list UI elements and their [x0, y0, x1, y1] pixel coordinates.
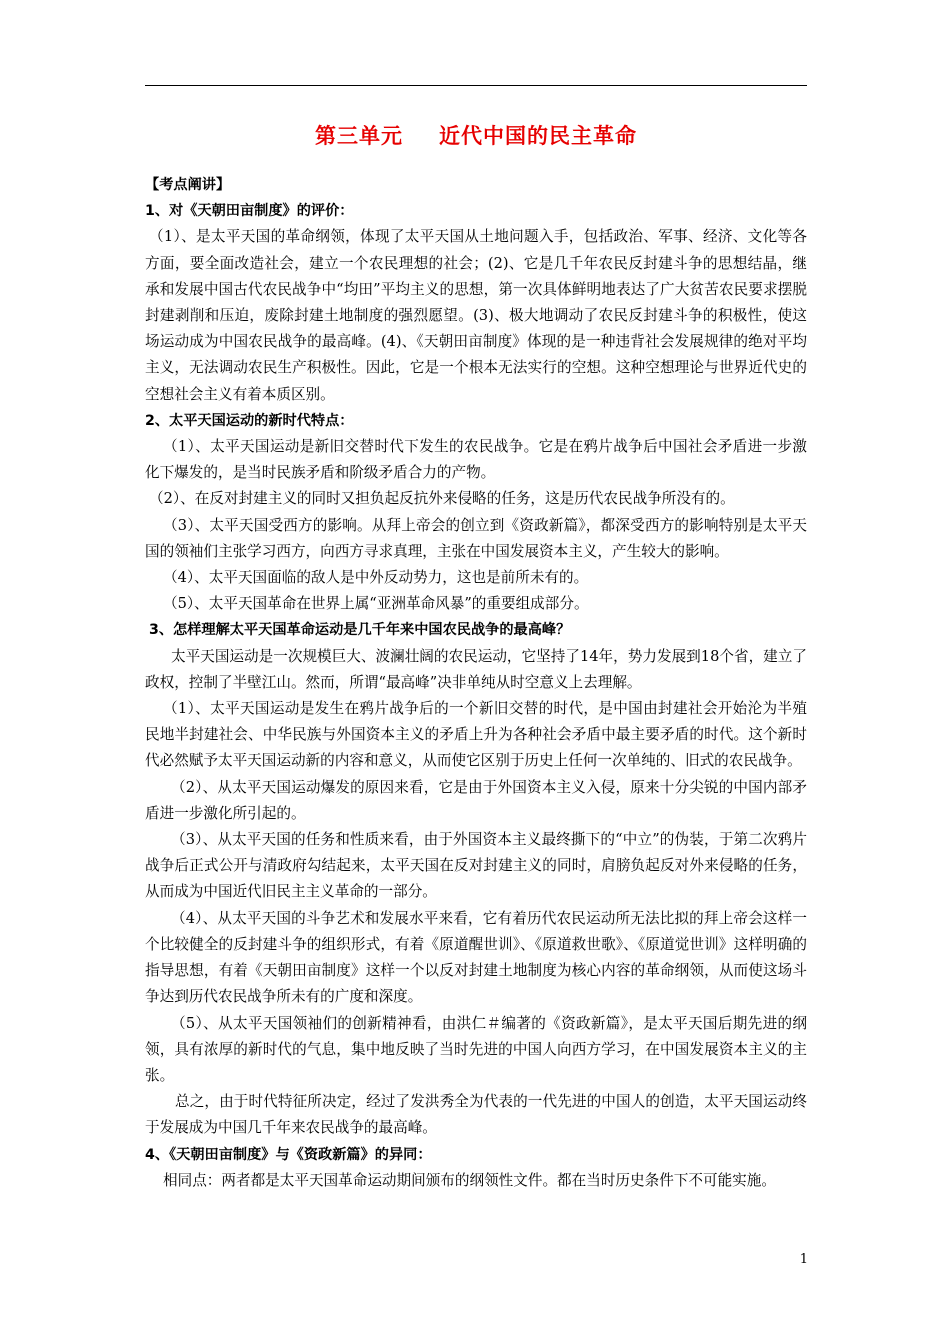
q2-point-1: （1）、太平天国运动是新旧交替时代下发生的农民战争。它是在鸦片战争后中国社会矛盾进一步激化下爆发的，是当时民族矛盾和阶级矛盾合力的产物。	[145, 438, 807, 482]
q3-point-2: （2）、从太平天国运动爆发的原因来看，它是由于外国资本主义入侵，原来十分尖锐的中国内部矛盾进一步激化所引起的。	[145, 778, 807, 822]
q4-heading: 4、《天朝田亩制度》与《资政新篇》的异同：	[145, 1146, 432, 1163]
q2-point-2: （2）、在反对封建主义的同时又担负起反抗外来侵略的任务，这是历代农民战争所没有的。	[149, 490, 735, 508]
q3-intro: 太平天国运动是一次规模巨大、波澜壮阔的农民运动，它坚持了14年，势力发展到18个省，建立了政权，控制了半壁江山。然而，所谓“最高峰”决非单纯从时空意义上去理解。	[145, 647, 807, 691]
page-title	[145, 120, 807, 150]
q3-point-4: （4）、从太平天国的斗争艺术和发展水平来看，它有着历代农民运动所无法比拟的拜上帝会这样一个比较健全的反封建斗争的组织形式，有着《原道醒世训》、《原道救世歌》、《原道觉世训》这样明确的指导思想，有着《天朝田亩制度》这样一个以反对封建土地制度为核心内容的革命纲领，从而使这场斗争达到历代农民战争所未有的广度和深度。	[145, 909, 807, 1006]
q2-point-3: （3）、太平天国受西方的影响。从拜上帝会的创立到《资政新篇》，都深受西方的影响特别是太平天国的领袖们主张学习西方，向西方寻求真理，主张在中国发展资本主义，产生较大的影响。	[145, 516, 807, 560]
q1-heading: 1、对《天朝田亩制度》的评价：	[145, 203, 354, 220]
q1-body: （1）、是太平天国的革命纲领，体现了太平天国从土地问题入手，包括政治、军事、经济、文化等各方面，要全面改造社会，建立一个农民理想的社会；(2)、它是几千年农民反封建斗争的思想结晶，继承和发展中国古代农民战争中“均田”平均主义的思想，第一次具体鲜明地表达了广大贫苦农民要求摆脱封建剥削和压迫，废除封建土地制度的强烈愿望。(3)、极大地调动了农民反封建斗争的积极性，使这场运动成为中国农民战争的最高峰。(4)、《天朝田亩制度》体现的是一种违背社会发展规律的绝对平均主义，无法调动农民生产积极性。因此，它是一个根本无法实行的空想。这种空想理论与世界近代史的空想社会主义有着本质区别。	[145, 228, 807, 403]
title-unit: 第三单元	[315, 123, 403, 148]
q2-heading: 2、太平天国运动的新时代特点：	[145, 412, 354, 429]
q2-point-5: （5）、太平天国革命在世界上属“亚洲革命风暴”的重要组成部分。	[163, 595, 589, 613]
q3-summary: 总之，由于时代特征所决定，经过了发洪秀全为代表的一代先进的中国人的创造，太平天国运动终于发展成为中国几千年来农民战争的最高峰。	[145, 1093, 807, 1137]
q3-point-1: （1）、太平天国运动是发生在鸦片战争后的一个新旧交替的时代，是中国由封建社会开始沦为半殖民地半封建社会、中华民族与外国资本主义的矛盾上升为各种社会矛盾中最主要矛盾的时代。这个新时代必然赋予太平天国运动新的内容和意义，从而使它区别于历史上任何一次单纯的、旧式的农民战争。	[145, 700, 807, 770]
q3-point-5: （5）、从太平天国领袖们的创新精神看，由洪仁＃编著的《资政新篇》，是太平天国后期先进的纲领，具有浓厚的新时代的气息，集中地反映了当时先进的中国人向西方学习，在中国发展资本主义的主张。	[145, 1014, 807, 1084]
document-body	[145, 172, 807, 1194]
q3-point-3: （3）、从太平天国的任务和性质来看，由于外国资本主义最终撕下的“中立”的伪装，于第二次鸦片战争后正式公开与清政府勾结起来，太平天国在反对封建主义的同时，肩膀负起反对外来侵略的任务，从而成为中国近代旧民主主义革命的一部分。	[145, 831, 807, 901]
q2-point-4: （4）、太平天国面临的敌人是中外反动势力，这也是前所未有的。	[163, 569, 589, 587]
page-number: 1	[799, 1252, 808, 1267]
section-label: 【考点阐讲】	[145, 177, 231, 193]
q4-point-1: 相同点：两者都是太平天国革命运动期间颁布的纲领性文件。都在当时历史条件下不可能实施。	[163, 1171, 776, 1189]
header-rule	[145, 85, 807, 86]
title-topic: 近代中国的民主革命	[439, 123, 637, 148]
q3-heading: 3、怎样理解太平天国革命运动是几千年来中国农民战争的最高峰？	[149, 622, 571, 639]
